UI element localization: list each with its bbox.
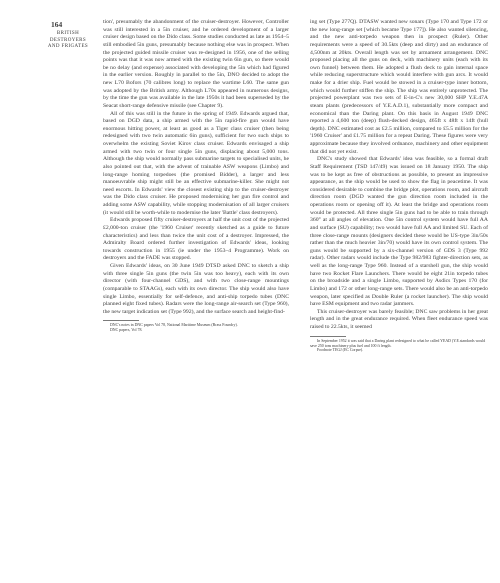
left-column — [103, 19, 289, 333]
body-paragraph: tion', presumably the abandonment of the cruiser-destroyer. However, Controller was still interested in a 5in cruiser, and he ordered development of a larger cruiser design based on the Dido class. Some studies conducted as late as 1954–5 still embodied 5in guns, presumably because nothing else was in prospect. When the projected guided missile cruiser was re-designed in 1956, one of the selling points was that it was now armed with the existing twin 6in gun, so there would be no delay (and expense) associated with developing the 5in which had figured in the earlier version. Roughly in parallel to the 5in, DNO decided to adopt the new L70 Bofors (70 calibres long) to replace the wartime L60. The same gun was adopted by the British army. Although L70s appeared in numerous designs, by the time the gun was available in the late 1950s it had been superseded by the Seacat short-range defensive missile (see Chapter 9). — [103, 19, 289, 109]
running-head-line-2: AND FRIGATES — [47, 44, 89, 50]
right-column — [310, 19, 488, 353]
footnote: Foodnote TEGJ (EC Corpse). — [317, 348, 364, 353]
footnote-rule — [103, 320, 139, 321]
footnote-rule — [310, 336, 346, 337]
footnote: DNC papers, Vol 78. — [110, 328, 143, 333]
body-paragraph: This cruiser-destroyer was barely feasible; DNC saw problems in her great length and in the great endurance required. When fleet endurance speed was raised to 22.5kts, it seemed — [310, 308, 488, 330]
running-head — [38, 31, 98, 51]
page-number: 164 — [51, 20, 63, 29]
footnote: DNC's notes in DNC papers Vol 78, National Maritime Museum (Brass Foundry). — [110, 323, 238, 328]
body-paragraph: DNC's study showed that Edwards' idea was feasible, so a formal draft Staff Requirement (TSD 147/49) was issued on 18 January 1950. The ship was to be kept as free of obstructions as possible, to present an impressive appearance, as the ship would be used to show the flag in peacetime. It was considered desirable to combine the bridge plot, operations room, and aircraft direction room (DGD wanted the gun direction room included in the operations room or opening off it). At least the bridge and operations room would be protected. All three single 5in guns had to be able to train through 360° at all angles of elevation. One 5in control system would have full AA and surface (SU) capability; two would have full AA and limited SU. Each of three close-range mounts (designers decided these would be US-type 3in/50s rather than the much heavier 3in/70) would have its own control system. The guns would be supported by a six-channel version of GDS 3 (Type 992 radar). Other radars would include the Type 982/983 fighter-direction sets, as well as the long-range Type 960. Instead of a starshell gun, the ship would have two Rocket Flare Launchers. There would be eight 21in torpedo tubes on the broadside and a single Limbo, supported by Asdics Types 170 (for Limbo) and 172 or other long-range sets. There would also be an anti-torpedo weapon, later specified as Double Ruler (a rocket launcher). The ship would have ESM equipment and two radar jammers. — [310, 156, 488, 308]
body-paragraph: Given Edwards' ideas, on 30 June 1949 DTSD asked DNC to sketch a ship with three single 5in guns (the twin 5in was too heavy), each with its own director (with four-channel GDS), and with two close-range mountings (comparable to STAAGs), each with its own director. The ship would also have single Limbo, essentially for self-defence, and anti-ship torpedo tubes (DNC planned eight fixed tubes). Radars were the long-range air-search set (Type 960), the new target indication set (Type 992), and the surface search and height-find- — [103, 263, 289, 315]
footnote: In September 1952 it was said that a Daring plant redesigned to what he called YEAD (Y.E.standards would save 250 tons machinery plus fuel and 100 ft length. — [310, 338, 486, 348]
body-paragraph: All of this was still in the future in the spring of 1949. Edwards argued that, based on DGD data, a ship armed with the 5in rapid-fire gun would have enormous hitting power, at least as good as a Tiger class cruiser (then being redesigned with two twin automatic 6in guns), sufficient for two such ships to overwhelm the existing Soviet Kirov class cruiser. Edwards envisaged a ship armed with two twin or four single 5in guns, displacing about 5,000 tons. Although the ship would normally pass submarine targets to specialised units, he also pointed out that, with the advent of trainable ASW weapons (Limbo) and long-range homing torpedoes (the promised Bidder), a larger and less manoeuvrable ship might still be an effective submarine-killer. She might not need escorts. In Edwards' view the closest existing ship to the cruiser-destroyer was the Dido class cruiser. He proposed modernising her gun fire control and adding some ASW capability, while stopping modernisation of all larger cruisers (it would still be worth-while to modernise the later 'Battle' class destroyers). — [103, 110, 289, 216]
running-head-line-1: BRITISH DESTROYERS — [49, 31, 87, 43]
body-paragraph: Edwards proposed fifty cruiser-destroyers at half the unit cost of the projected £2,000-ton cruiser (the '1960 Cruiser' recently sketched as a guide to future characteristics) and less than twice the unit cost of a destroyer. Impressed, the Admiralty Board ordered further investigation of Edwards' ideas, looking towards construction in 1955 (ie under the 1953–4 Programme). Work on destroyers and the FADE was stopped. — [103, 217, 289, 262]
body-paragraph: ing set (Type 277Q). DTASW wanted new sonars (Type 170 and Type 172 or the new long-range set [which became Type 177]). He also wanted silencing, and the new anti-torpedo weapon then in prospect (Ruler). Other requirements were a speed of 30.5kts (deep and dirty) and an endurance of 4,500nm at 20kts. Overall length was set by armament arrangement. DNC proposed placing all the guns on deck, with machinery units (each with its own funnel) between them. He adopted a flush deck to gain internal space while reducing superstructure which would interfere with gun arcs. It would make for a drier ship. Fuel would be stowed in a cruiser-type inner bottom, which would further stiffen the ship. The ship was entirely unprotected. The projected powerplant was two sets of E-in-C's new 30,000 SHP Y.E.47A steam plants (predecessors of Y.E.A.D.1), substantially more compact and economical than the Daring plant. On this basis in August 1949 DNC reported a 4,600 ton (deep) flush-decked design, 465ft x 48ft x 14ft (hull depth). DNC estimated cost as £2.5 million, compared to £5.5 million for the '1960 Cruiser' and £1.75 million for a repeat Daring. These figures were very approximate because they involved ordnance, machinery and other equipment that did not yet exist. — [310, 19, 488, 155]
